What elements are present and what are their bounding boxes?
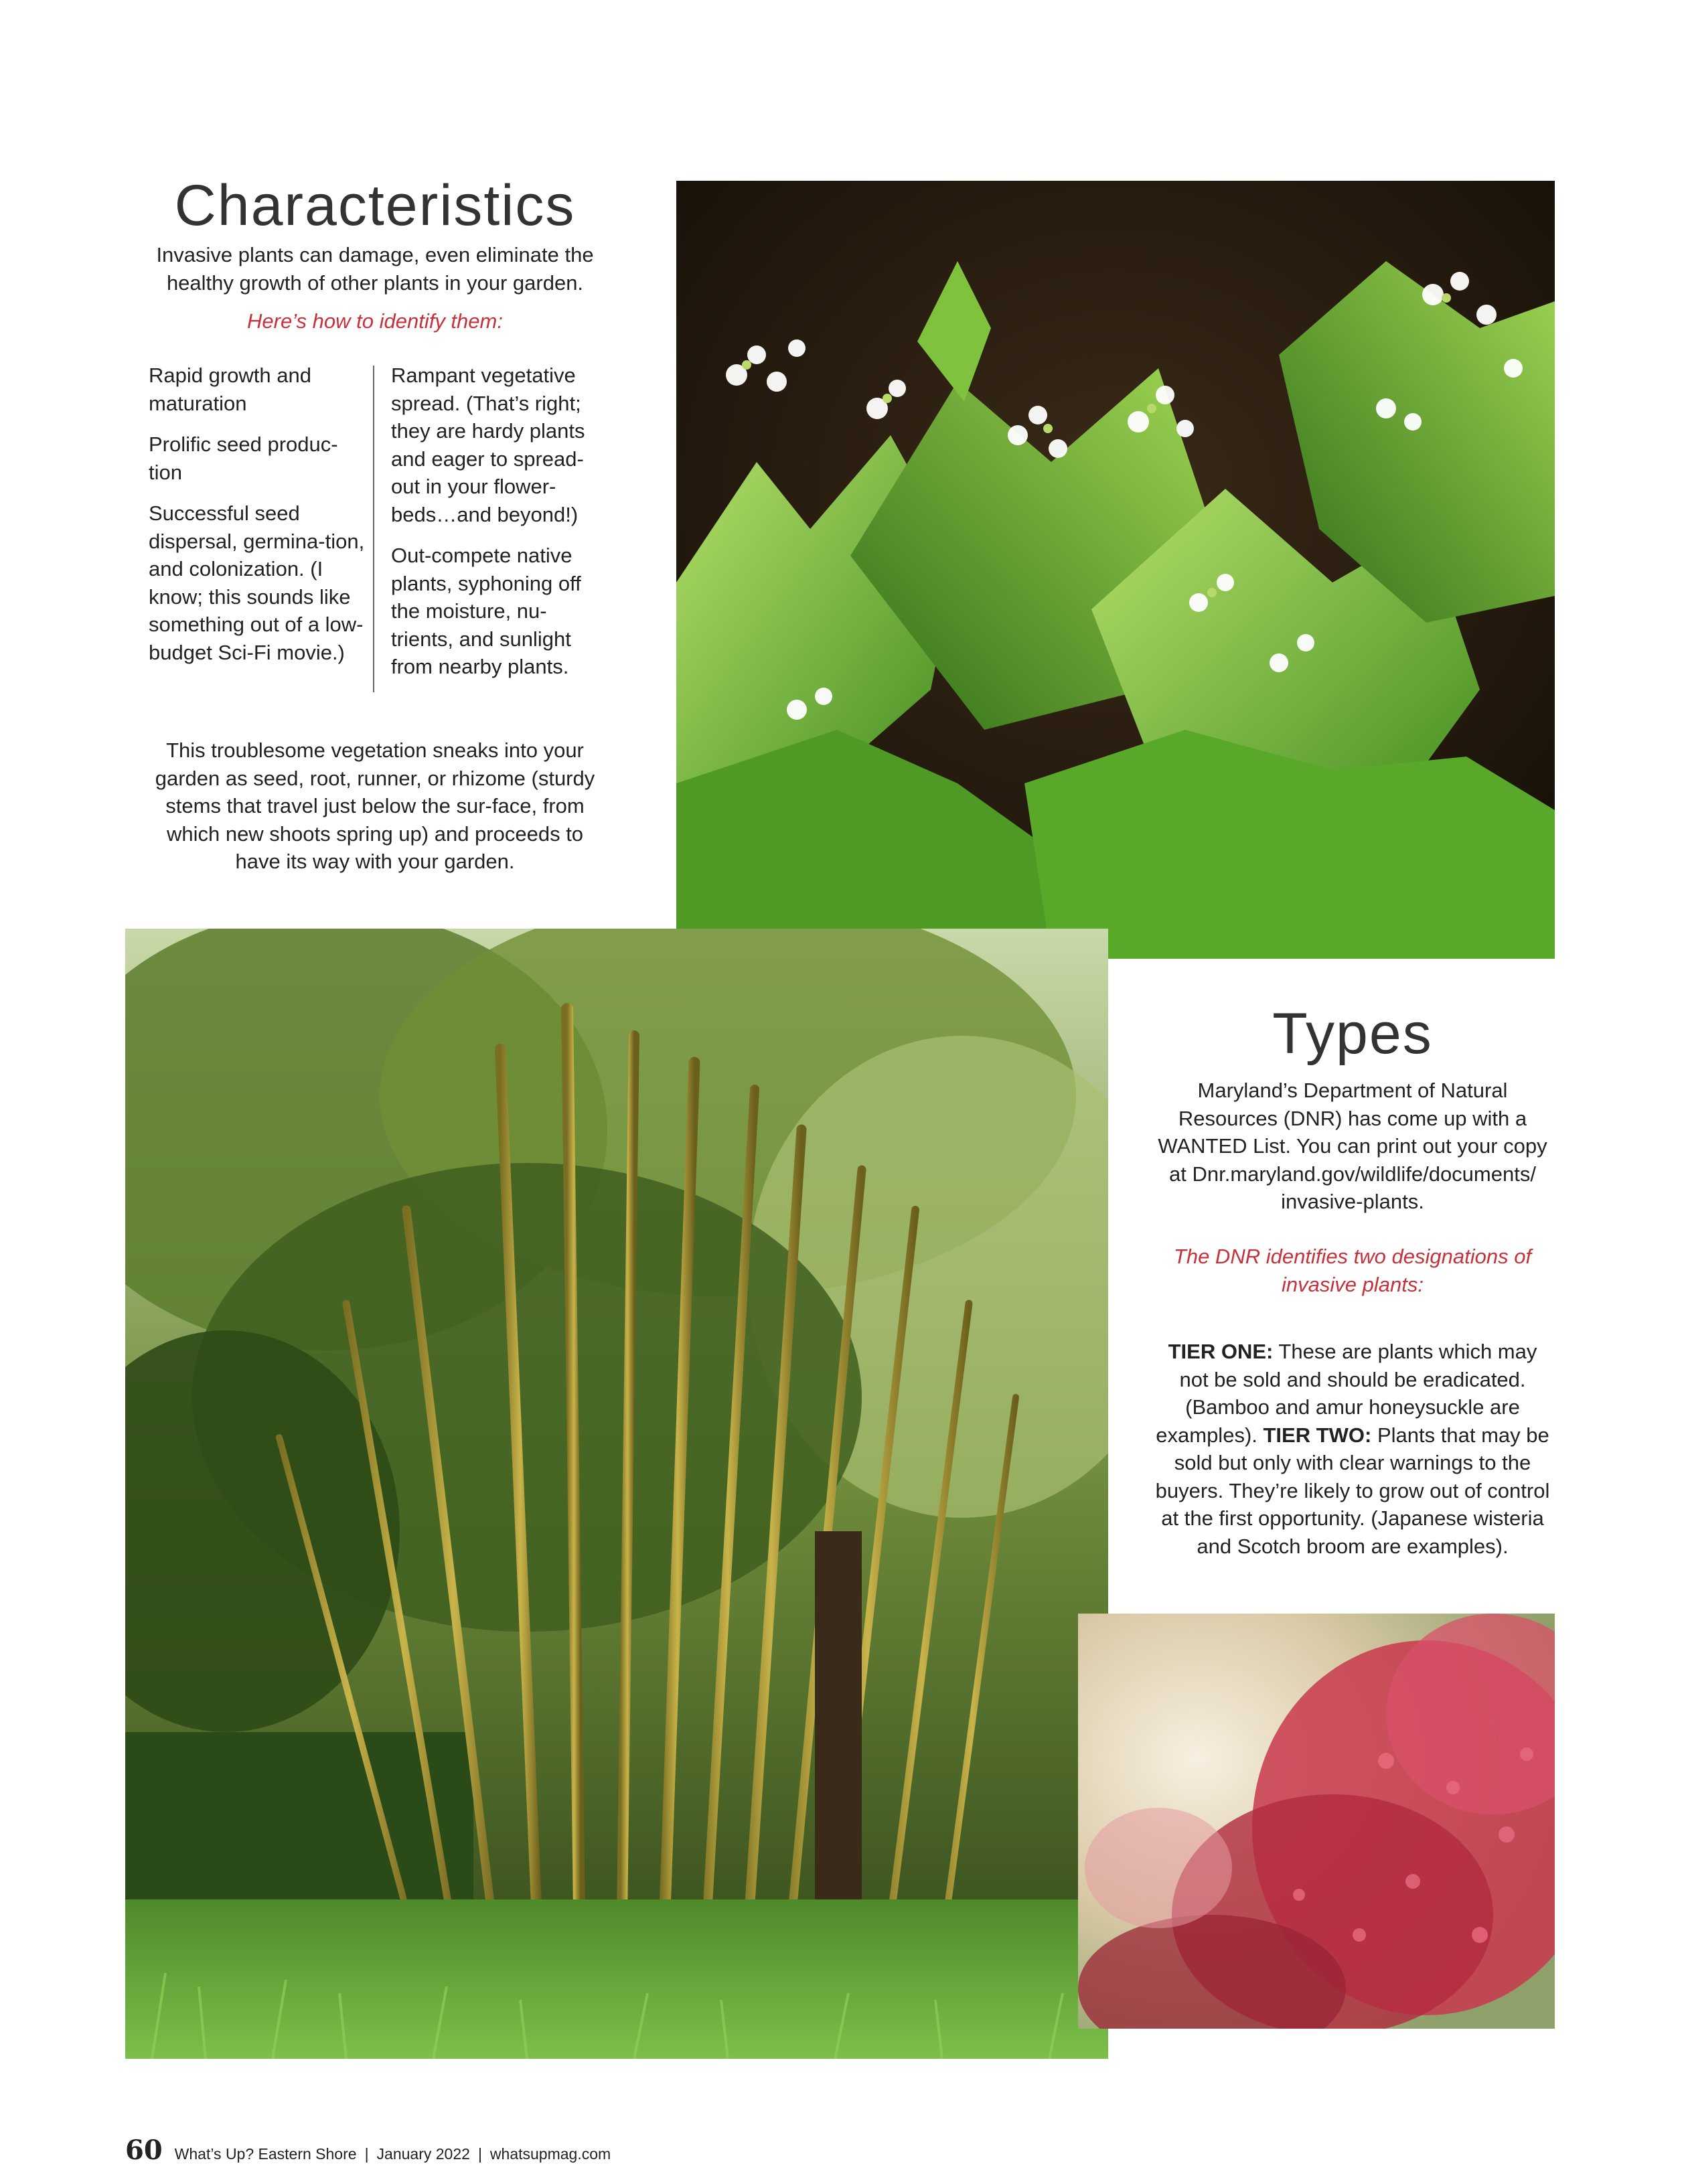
tier-one-label: TIER ONE: <box>1168 1340 1274 1363</box>
types-subhead: The DNR identifies two designations of invasive plants: <box>1173 1245 1532 1296</box>
characteristics-outro: This troublesome vegetation sneaks into your garden as seed, root, runner, or rhizome (sturdy stems that travel just below the sur-face, from which new shoots spring up) and proceeds to have its way with your garden. <box>155 738 595 873</box>
footer-separator: | <box>477 2145 482 2163</box>
footer-date: January 2022 <box>376 2145 470 2163</box>
footer-publication: What’s Up? Eastern Shore <box>174 2145 357 2163</box>
bamboo-photo <box>125 929 1108 2059</box>
trait-item: Successful seed dispersal, germina-tion, and colonization. (I know; this sounds like something out of a low-budget Sci-Fi movie.) <box>149 501 365 664</box>
footer-website: whatsupmag.com <box>489 2145 611 2163</box>
tier-two-text: Plants that may be sold but only with clear warnings to the buyers. They’re likely to grow out of control at the first opportunity. (Japanese wisteria and Scotch broom are examples). <box>1155 1423 1550 1558</box>
types-body <box>1152 1338 1553 1560</box>
characteristics-heading: Characteristics <box>174 173 576 238</box>
footer-separator: | <box>364 2145 369 2163</box>
characteristics-subhead: Here’s how to identify them: <box>247 309 503 333</box>
tier-one-text: These are plants which may not be sold and should be eradicated. (Bamboo and amur honeysuckle are examples). <box>1156 1340 1537 1447</box>
trait-item: Out-compete native plants, syphoning off the moisture, nu-trients, and sunlight from nearby plants. <box>391 544 581 678</box>
trait-item: Rapid growth and maturation <box>149 364 311 415</box>
types-intro: Maryland’s Department of Natural Resources (DNR) has come up with a WANTED List. You can print out your copy at Dnr.maryland.gov/wildlife/documents/ invasive-plants. <box>1158 1079 1547 1213</box>
column-divider <box>373 366 374 692</box>
traits-right-column <box>391 362 605 694</box>
page-footer <box>125 2134 611 2166</box>
trait-item: Prolific seed produc-tion <box>149 433 338 484</box>
barberry-photo <box>1078 1614 1555 2029</box>
page-number: 60 <box>125 2134 163 2166</box>
traits-left-column <box>149 362 370 680</box>
garlic-mustard-photo <box>676 181 1555 959</box>
trait-item: Rampant vegetative spread. (That’s right; they are hardy plants and eager to spread-out in your flower-beds…and beyond!) <box>391 364 585 526</box>
characteristics-intro: Invasive plants can damage, even eliminate the healthy growth of other plants in your garden. <box>156 243 594 295</box>
tier-two-label: TIER TWO: <box>1263 1423 1372 1447</box>
types-heading: Types <box>1272 1002 1433 1066</box>
